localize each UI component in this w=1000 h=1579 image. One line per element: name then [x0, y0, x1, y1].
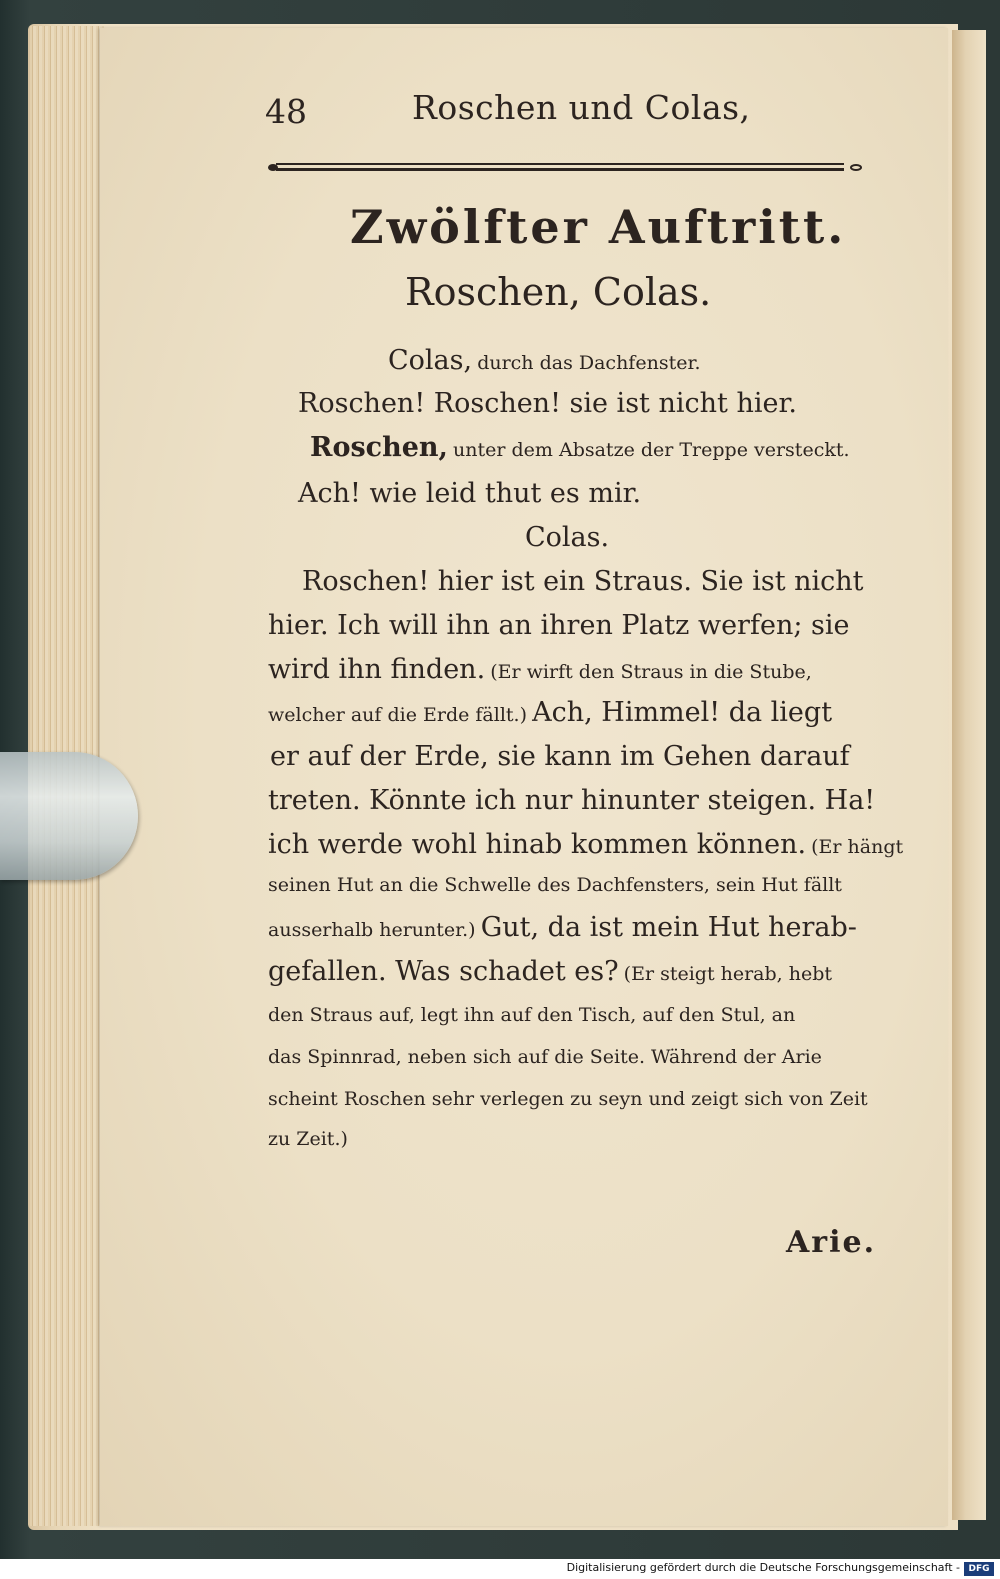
stage-direction: welcher auf die Erde fällt.)	[268, 704, 527, 726]
stage-direction: durch das Dachfenster.	[477, 352, 701, 374]
stage-direction: (Er hängt	[811, 836, 904, 858]
running-title: Roschen und Colas,	[412, 88, 751, 127]
text-line: treten. Könnte ich nur hinunter steigen. Ha!	[268, 785, 876, 816]
stage-direction-line: scheint Roschen sehr verlegen zu seyn und zeigt sich von Zeit	[268, 1088, 868, 1110]
text-line: er auf der Erde, sie kann im Gehen darauf	[270, 741, 850, 772]
stage-direction: ausserhalb herunter.)	[268, 919, 476, 941]
catchword: Arie.	[786, 1225, 877, 1260]
dfg-logo: DFG	[964, 1562, 994, 1576]
funding-credit: Digitalisierung gefördert durch die Deutsche Forschungsgemeinschaft -	[566, 1561, 960, 1574]
footer-bar	[0, 1559, 1000, 1579]
stage-direction-line: seinen Hut an die Schwelle des Dachfensters, sein Hut fällt	[268, 874, 842, 896]
scene-title: Zwölfter Auftritt.	[350, 200, 847, 254]
ornamental-rule	[268, 163, 862, 172]
dialogue-line: Roschen! Roschen! sie ist nicht hier.	[298, 388, 797, 419]
text-line: Roschen! hier ist ein Straus. Sie ist nicht	[302, 566, 864, 597]
text-line: welcher auf die Erde fällt.) Ach, Himmel! da liegt	[268, 697, 833, 728]
speaker-line-roschen	[310, 432, 850, 463]
scene-characters: Roschen, Colas.	[405, 270, 712, 314]
speaker-name: Colas,	[388, 345, 473, 376]
stage-direction-line: zu Zeit.)	[268, 1128, 348, 1150]
speaker-name: Roschen,	[310, 432, 448, 463]
plastic-page-clip	[0, 752, 138, 880]
text-line: gefallen. Was schadet es? (Er steigt herab, hebt	[268, 956, 833, 987]
stage-direction: (Er steigt herab, hebt	[623, 963, 833, 985]
speaker-heading: Colas.	[525, 522, 610, 553]
text-line: hier. Ich will ihn an ihren Platz werfen; sie	[268, 610, 850, 641]
stage-direction-line: den Straus auf, legt ihn auf den Tisch, auf den Stul, an	[268, 1004, 796, 1026]
text-line: wird ihn finden. (Er wirft den Straus in die Stube,	[268, 654, 812, 685]
dialogue-line: Ach! wie leid thut es mir.	[298, 478, 642, 509]
speaker-line-colas	[388, 345, 700, 376]
stage-direction: (Er wirft den Straus in die Stube,	[490, 661, 812, 683]
stage-direction-line: das Spinnrad, neben sich auf die Seite. Während der Arie	[268, 1046, 822, 1068]
stage-direction: unter dem Absatze der Treppe versteckt.	[453, 439, 850, 461]
text-line: ausserhalb herunter.) Gut, da ist mein Hut herab-	[268, 912, 857, 943]
page-number: 48	[265, 92, 307, 131]
text-line: ich werde wohl hinab kommen können. (Er hängt	[268, 829, 904, 860]
facing-page-edge	[952, 30, 986, 1520]
